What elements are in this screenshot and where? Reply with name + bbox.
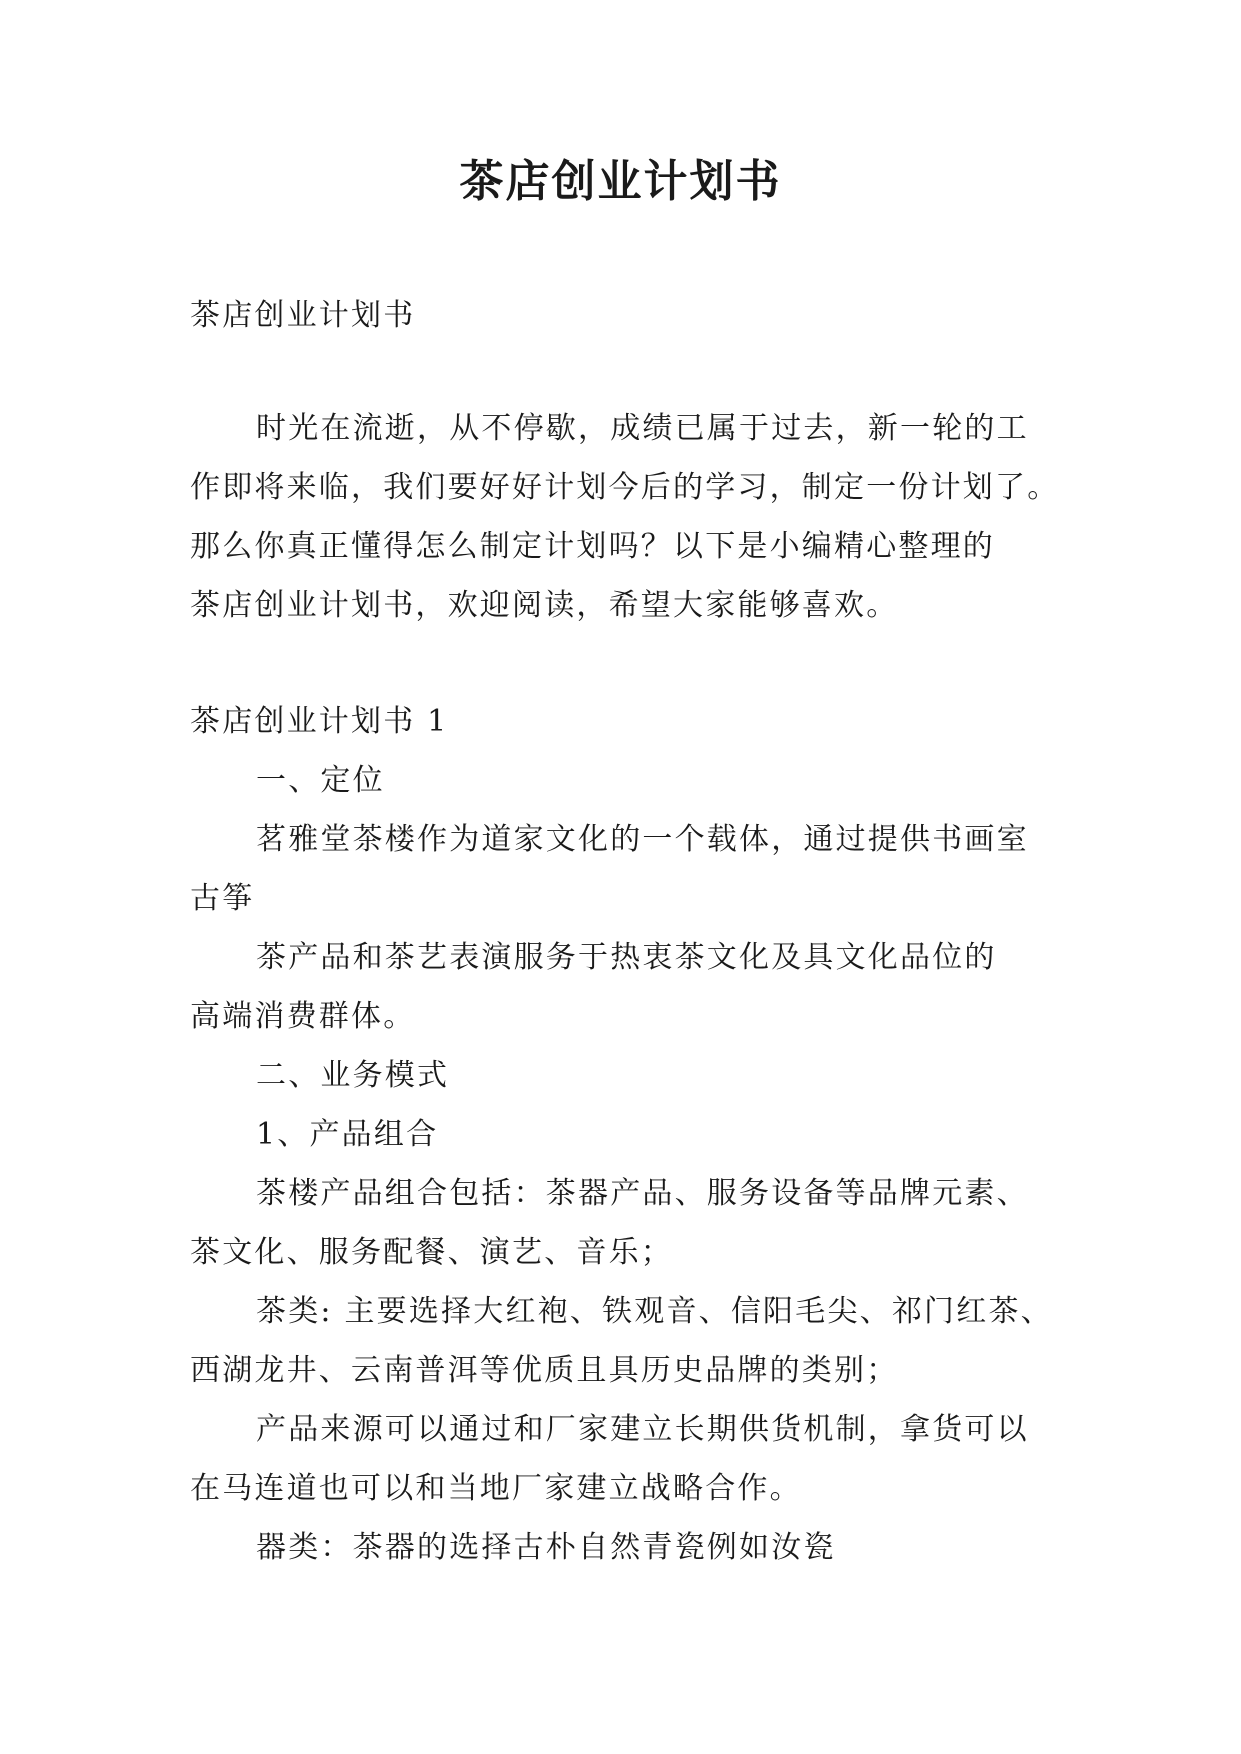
intro-line: 时光在流逝，从不停歇，成绩已属于过去，新一轮的工 — [256, 411, 1029, 446]
document-subtitle: 茶店创业计划书 — [190, 298, 416, 333]
body-line: 古筝 — [190, 881, 255, 916]
body-line: 高端消费群体。 — [190, 999, 416, 1034]
body-line: 茶产品和茶艺表演服务于热衷茶文化及具文化品位的 — [256, 940, 997, 975]
intro-line: 作即将来临，我们要好好计划今后的学习，制定一份计划了。 — [190, 470, 1060, 505]
body-line: 产品来源可以通过和厂家建立长期供货机制，拿货可以 — [256, 1412, 1029, 1447]
body-line: 器类：茶器的选择古朴自然青瓷例如汝瓷 — [256, 1530, 836, 1565]
body-line: 茗雅堂茶楼作为道家文化的一个载体，通过提供书画室 — [256, 822, 1029, 857]
intro-line: 那么你真正懂得怎么制定计划吗？以下是小编精心整理的 — [190, 529, 995, 564]
intro-line: 茶店创业计划书，欢迎阅读，希望大家能够喜欢。 — [190, 588, 899, 623]
body-line: 茶类: 主要选择大红袍、铁观音、信阳毛尖、祁门红茶、 — [256, 1294, 1053, 1329]
body-line: 1、产品组合 — [256, 1117, 439, 1152]
body-line: 二、业务模式 — [256, 1058, 450, 1093]
body-line: 西湖龙井、云南普洱等优质且具历史品牌的类别； — [190, 1353, 899, 1388]
body-line: 一、定位 — [256, 763, 385, 798]
body-line: 茶文化、服务配餐、演艺、音乐； — [190, 1235, 673, 1270]
section-heading: 茶店创业计划书 1 — [190, 704, 449, 739]
body-line: 茶楼产品组合包括：茶器产品、服务设备等品牌元素、 — [256, 1176, 1029, 1211]
body-line: 在马连道也可以和当地厂家建立战略合作。 — [190, 1471, 802, 1506]
document-title: 茶店创业计划书 — [459, 156, 782, 207]
